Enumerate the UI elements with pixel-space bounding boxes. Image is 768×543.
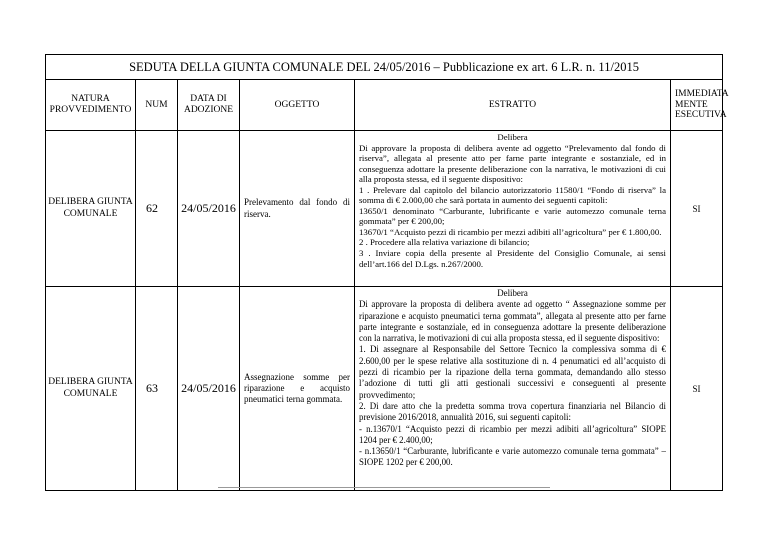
estratto-line: 13670/1 “Acquisto pezzi di ricambio per mezzi adibiti all’agricoltura” per € 1.800,00. <box>359 226 662 237</box>
table-row <box>46 287 723 491</box>
estratto-line: Di approvare la proposta di delibera avente ad oggetto “ Assegnazione somme per riparazione e acquisto pneumatici terna gommata”, allegata al presente atto per farne parte integrante e sostanziale, ed in conseguenza adottare la presente deliberazione con la narrativa, le motivazioni di cui alla proposta stessa, ed il seguente dispositivo: <box>359 299 666 344</box>
cell-oggetto: Assegnazione somme per riparazione e acquisto pneumatici terna gommata. <box>240 287 355 491</box>
header-oggetto: OGGETTO <box>240 80 355 131</box>
header-num: NUM <box>136 80 178 131</box>
cell-immediata: SI <box>671 287 723 491</box>
cell-natura: DELIBERA GIUNTA COMUNALE <box>46 131 136 287</box>
cell-num: 63 <box>136 287 178 491</box>
estratto-line: 1 . Prelevare dal capitolo del bilancio autorizzatorio 11580/1 “Fondo di riserva” la somma di € 2.000,00 che sarà portata in aumento dei seguenti capitoli: <box>359 184 666 206</box>
estratto-line: 3 . Inviare copia della presente al Presidente del Consiglio Comunale, ai sensi dell’art.166 del D.Lgs. n.267/2000. <box>359 248 666 269</box>
cell-num: 62 <box>136 131 178 287</box>
deliberations-table <box>45 54 729 491</box>
footer-divider <box>218 487 550 488</box>
cell-oggetto: Prelevamento dal fondo di riserva. <box>240 131 355 287</box>
estratto-line: 2 . Procedere alla relativa variazione di bilancio; <box>359 237 530 248</box>
header-immediata: IMMEDIATA MENTE ESECUTIVA <box>671 80 723 131</box>
estratto-line: Di approvare la proposta di delibera avente ad oggetto “Prelevamento dal fondo di riserva”, allegata al presente atto per farne parte integrante e sostanziale, ed in conseguenza adottare la presente deliberazione con la narrativa, le motivazioni di cui alla proposta stessa, ed il seguente dispositivo: <box>359 142 666 185</box>
estratto-line: - n.13670/1 “Acquisto pezzi di ricambio per mezzi adibiti all’agricoltura” SIOPE 1204 per € 2.400,00; <box>359 423 666 445</box>
cell-date: 24/05/2016 <box>178 287 240 491</box>
cell-natura: DELIBERA GIUNTA COMUNALE <box>46 287 136 491</box>
cell-immediata: SI <box>671 131 723 287</box>
cell-estratto <box>355 131 671 287</box>
cell-date: 24/05/2016 <box>178 131 240 287</box>
cell-estratto <box>355 287 671 491</box>
header-estratto: ESTRATTO <box>355 80 671 131</box>
estratto-line: 13650/1 denominato “Carburante, lubrificante e varie automezzo comunale terna gommata” per € 200,00; <box>359 205 666 227</box>
estratto-line: - n.13650/1 “Carburante, lubrificante e varie automezzo comunale terna gommata” – SIOPE 1202 per € 200,00. <box>359 446 666 468</box>
header-natura: NATURA PROVVEDIMENTO <box>46 80 136 131</box>
document-title: SEDUTA DELLA GIUNTA COMUNALE DEL 24/05/2016 – Pubblicazione ex art. 6 L.R. n. 11/2015 <box>46 55 723 80</box>
estratto-line: 2. Di dare atto che la predetta somma trova copertura finanziaria nel Bilancio di previsione 2016/2018, annualità 2016, sui seguenti capitoli: <box>359 400 666 423</box>
header-data: DATA DI ADOZIONE <box>178 80 240 131</box>
estratto-line: Delibera <box>497 288 528 298</box>
estratto-line: Delibera <box>497 132 528 142</box>
estratto-line: 1. Di assegnare al Responsabile del Settore Tecnico la complessiva somma di € 2.600,00 per le spese relative alla sostituzione di n. 4 penumatici ed all’acquisto di pezzi di ricambio per la ripazione della terna gommata, demandando allo stesso l’adozione di tutti gli atti gestionali successivi e conseguenti al presente provvedimento; <box>359 344 666 400</box>
table-row <box>46 131 723 287</box>
